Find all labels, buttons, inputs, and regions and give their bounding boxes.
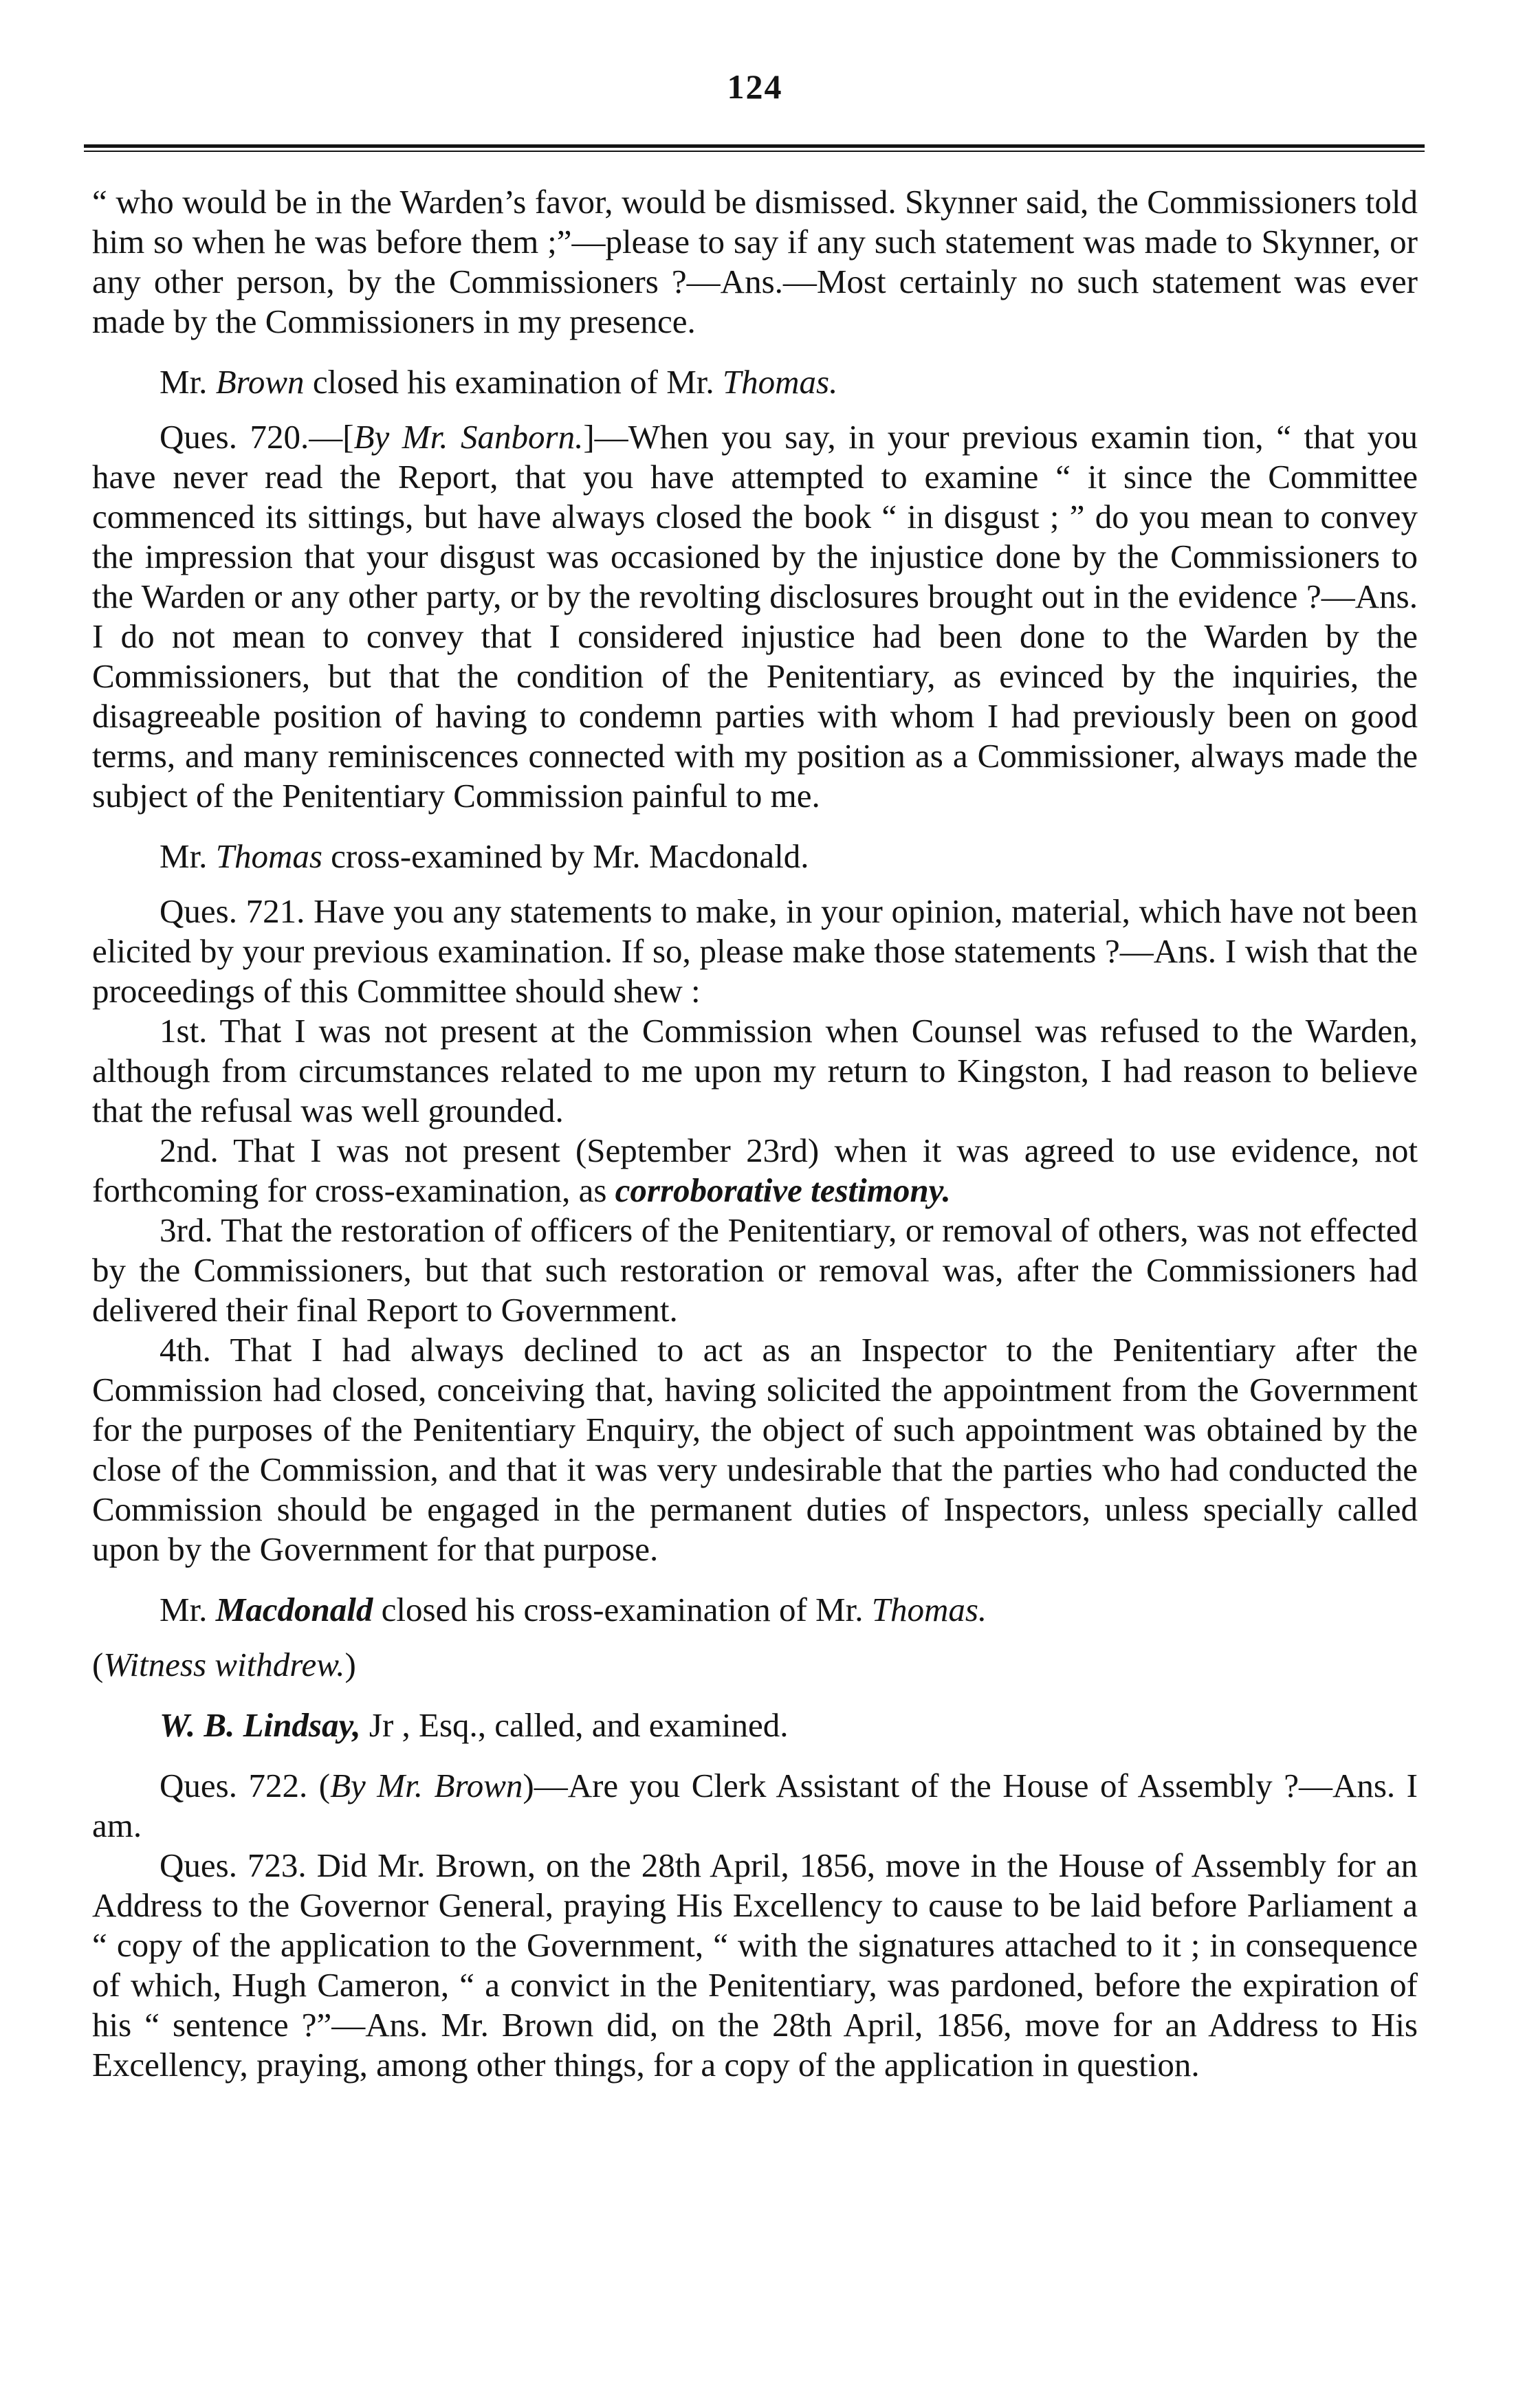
text-run: Ques. 723. Did Mr. Brown, on the 28th April, 1856, move in the House of Assembly for an Address to the Governor General, praying His Excellency to cause to be laid before Parliament a “ copy of the application to the Government, “ with the signatures attached to it ; in consequence of which, Hugh Cameron, “ a convict in the Penitentiary, was pardoned, before the expiration of his “ sentence ?”—Ans. Mr. Brown did, on the 28th April, 1856, move for an Address to His Excellency, praying, among other things, for a copy of the application in question. xyxy=(92,1846,1418,2084)
text-run: closed his cross-examination of Mr. xyxy=(373,1591,872,1628)
text-run: )—Are you Clerk Assistant of the House of Assembly ?—Ans. I am. xyxy=(92,1767,1418,1844)
text-run: Mr. xyxy=(160,837,216,875)
paragraph-p10 xyxy=(92,1590,1418,1630)
text-run: Jr , Esq., called, and examined. xyxy=(360,1706,789,1744)
paragraph-p5 xyxy=(92,892,1418,1011)
text-run: 2nd. That I was not present (September 23rd) when it was agreed to use evidence, not forthcoming for cross-examination, as xyxy=(92,1131,1418,1209)
text-run: Thomas. xyxy=(871,1591,987,1628)
text-run: By Mr. Sanborn. xyxy=(353,418,584,456)
text-run: 1st. That I was not present at the Commission when Counsel was refused to the Warden, although from circumstances related to me upon my return to Kingston, I had reason to believe that the refusal was well grounded. xyxy=(92,1012,1418,1129)
text-run: Witness withdrew. xyxy=(103,1646,345,1683)
paragraph-p7 xyxy=(92,1131,1418,1211)
paragraph-p2 xyxy=(92,362,1418,402)
text-run: Thomas xyxy=(215,837,322,875)
paragraph-p3 xyxy=(92,417,1418,816)
paragraph-p12 xyxy=(92,1705,1418,1745)
text-run: corroborative testimony. xyxy=(615,1171,951,1209)
text-run: W. B. Lindsay, xyxy=(160,1706,361,1744)
paragraph-p4 xyxy=(92,837,1418,876)
text-run: 3rd. That the restoration of officers of the Penitentiary, or removal of others, was not effected by the Commissioners, but that such restoration or removal was, after the Commissioners had delivered their final Report to Government. xyxy=(92,1211,1418,1329)
text-run: Ques. 720.—[ xyxy=(160,418,354,456)
text-run: Ques. 722. ( xyxy=(160,1767,331,1804)
text-run: closed his examination of Mr. xyxy=(304,363,723,401)
paragraph-p14 xyxy=(92,1846,1418,2085)
paragraph-p6 xyxy=(92,1011,1418,1131)
text-run: Thomas. xyxy=(722,363,838,401)
text-run: Mr. xyxy=(160,363,216,401)
paragraph-p11 xyxy=(92,1645,1418,1685)
paragraph-p1 xyxy=(92,182,1418,342)
paragraph-p8 xyxy=(92,1211,1418,1330)
text-run: ]—When you say, in your previous examin tion, “ that you have never read the Report, that you have attempted to examine “ it since the Committee commenced its sittings, but have always closed the book “ in disgust ; ” do you mean to convey the impression that your disgust was occasioned by the injustice done by the Commissioners to the Warden or any other party, or by the revolting disclosures brought out in the evidence ?—Ans. I do not mean to convey that I considered injustice had been done to the Warden by the Commissioners, but that the condition of the Penitentiary, as evinced by the inquiries, the disagreeable position of having to condemn parties with whom I had previously been on good terms, and many reminiscences connected with my position as a Commissioner, always made the subject of the Penitentiary Commission painful to me. xyxy=(92,418,1418,815)
text-run: Macdonald xyxy=(215,1591,373,1628)
text-run: “ who would be in the Warden’s favor, would be dismissed. Skynner said, the Commissioners told him so when he was before them ;”—please to say if any such statement was made to Skynner, or any other person, by the Commissioners ?—Ans.—Most certainly no such statement was ever made by the Commissioners in my presence. xyxy=(92,183,1418,340)
text-run: Ques. 721. Have you any statements to make, in your opinion, material, which have not been elicited by your previous examination. If so, please make those statements ?—Ans. I wish that the proceedings of this Committee should shew : xyxy=(92,892,1418,1010)
header-rule-thin xyxy=(84,151,1425,152)
text-run: ( xyxy=(92,1646,104,1683)
text-run: By Mr. Brown xyxy=(330,1767,523,1804)
page-number: 124 xyxy=(727,67,783,106)
text-run: Mr. xyxy=(160,1591,216,1628)
text-run: Brown xyxy=(215,363,305,401)
text-run: ) xyxy=(344,1646,356,1683)
header-rule-thick xyxy=(84,144,1425,148)
text-run: 4th. That I had always declined to act as an Inspector to the Penitentiary after the Commission had closed, conceiving that, having solicited the appointment from the Government for the purposes of the Penitentiary Enquiry, the object of such appointment was obtained by the close of the Commission, and that it was very undesirable that the parties who had conducted the Commission should be engaged in the permanent duties of Inspectors, unless specially called upon by the Government for that purpose. xyxy=(92,1331,1418,1568)
body-text xyxy=(92,182,1418,2085)
paragraph-p9 xyxy=(92,1330,1418,1569)
text-run: cross-examined by Mr. Macdonald. xyxy=(322,837,809,875)
paragraph-p13 xyxy=(92,1766,1418,1846)
